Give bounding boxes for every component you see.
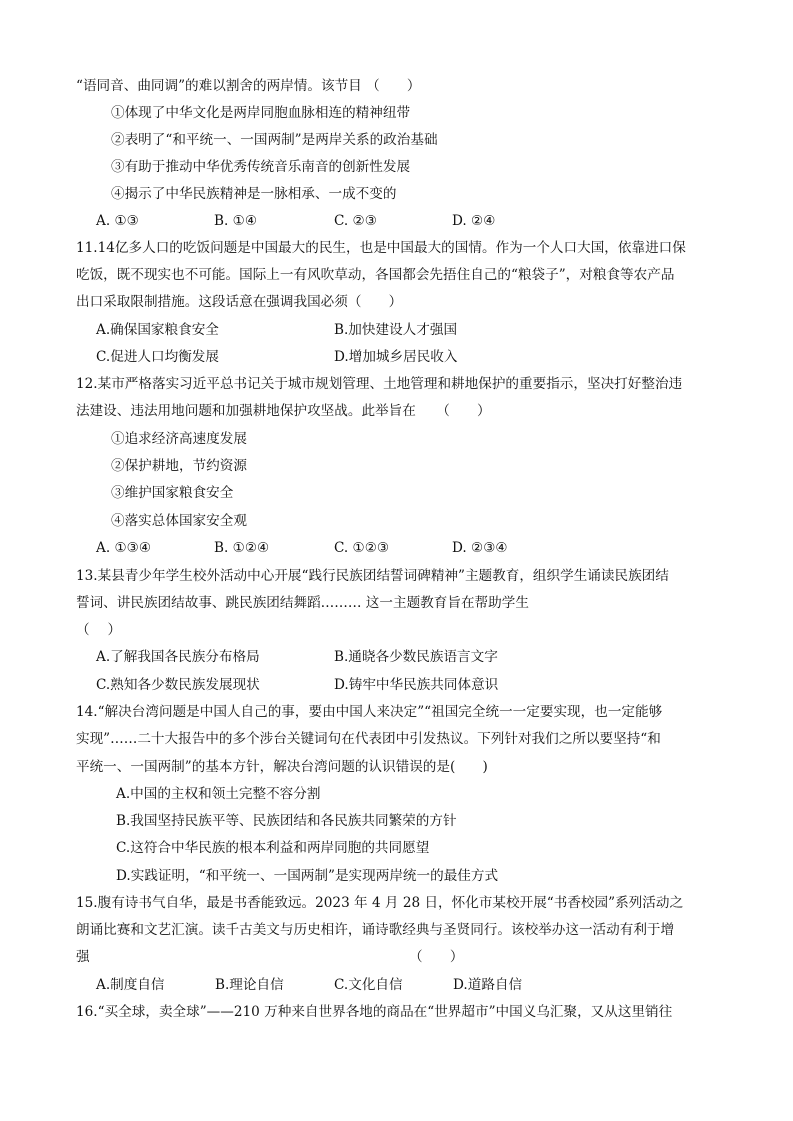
q11-stem-line-1: 11.14亿多人口的吃饭问题是中国最大的民生，也是中国最大的国情。作为一个人口大国，依靠进口保 [76,240,686,256]
q14-option-c[interactable]: C.这符合中华民族的根本利益和两岸同胞的共同愿望 [116,840,430,856]
q15-stem-line-3: 强 （ ） [76,949,464,965]
q13-option-c[interactable]: C.熟知各少数民族发展现状 [96,677,260,693]
q13-answer-blank: （ ） [76,622,122,638]
q15-stem-line-1: 15.腹有诗书气自华，最是书香能致远。2023 年 4 月 28 日，怀化市某校开展“书香校园”系列活动之 [76,895,684,911]
q10-option-a[interactable]: A. ①③ [96,213,139,229]
q12-item-1: ①追求经济高速度发展 [111,431,247,447]
q12-option-b[interactable]: B. ①②④ [214,540,270,556]
q12-item-2: ②保护耕地，节约资源 [111,458,247,474]
q12-item-3: ③维护国家粮食安全 [111,485,234,501]
q11-option-b[interactable]: B.加快建设人才强国 [334,322,458,338]
q15-stem-line-2: 朗诵比赛和文艺汇演。读千古美文与历史相许，诵诗歌经典与圣贤同行。该校举办这一活动有利于增 [76,922,675,938]
q11-stem-line-2: 吃饭，既不现实也不可能。国际上一有风吹草动，各国都会先捂住自己的“粮袋子”，对粮食等农产品 [76,267,675,283]
q11-stem-line-3: 出口采取限制措施。这段话意在强调我国必须（ ） [76,294,403,310]
q13-stem-line-2: 誓词、讲民族团结故事、跳民族团结舞蹈……… 这一主题教育旨在帮助学生 [76,595,529,611]
q12-option-a[interactable]: A. ①③④ [96,540,152,556]
q15-option-d[interactable]: D.道路自信 [453,977,523,993]
q10-item-4: ④揭示了中华民族精神是一脉相承、一成不变的 [111,186,397,202]
q10-stem-tail: “语同音、曲同调”的难以割舍的两岸情。该节目 （ ） [76,78,421,94]
q14-stem-line-2: 实现”……二十大报告中的多个涉台关键词句在代表团中引发热议。下列针对我们之所以要坚持“和 [76,731,661,747]
q14-stem-line-1: 14.“解决台湾问题是中国人自己的事，要由中国人来决定”“祖国完全统一一定要实现，也一定能够 [76,704,663,720]
q16-stem-line-1: 16.“买全球，卖全球”——210 万种来自世界各地的商品在“世界超市”中国义乌汇聚，又从这里销往 [76,1004,673,1020]
q13-option-d[interactable]: D.铸牢中华民族共同体意识 [334,677,499,693]
q13-option-a[interactable]: A.了解我国各民族分布格局 [96,649,260,665]
q12-stem-line-1: 12.某市严格落实习近平总书记关于城市规划管理、土地管理和耕地保护的重要指示，坚决打好整治违 [76,376,683,392]
q12-options [96,538,696,558]
q12-stem-line-2: 法建设、违法用地问题和加强耕地保护攻坚战。此举旨在 （ ） [76,403,491,419]
q13-option-b[interactable]: B.通晓各少数民族语言文字 [334,649,498,665]
q10-item-1: ①体现了中华文化是两岸同胞血脉相连的精神纽带 [111,105,411,121]
q10-option-d[interactable]: D. ②④ [452,213,496,229]
q14-option-b[interactable]: B.我国坚持民族平等、民族团结和各民族共同繁荣的方针 [116,813,457,829]
q10-item-2: ②表明了“和平统一、一国两制”是两岸关系的政治基础 [111,132,438,148]
q14-option-a[interactable]: A.中国的主权和领土完整不容分割 [116,786,321,802]
q14-stem-line-3: 平统一、一国两制”的基本方针，解决台湾问题的认识错误的是( ) [76,759,488,775]
q12-option-d[interactable]: D. ②③④ [452,540,508,556]
q12-item-4: ④落实总体国家安全观 [111,513,247,529]
q11-option-c[interactable]: C.促进人口均衡发展 [96,349,219,365]
q15-option-a[interactable]: A.制度自信 [96,977,165,993]
q10-option-c[interactable]: C. ②③ [334,213,377,229]
q11-option-a[interactable]: A.确保国家粮食安全 [96,322,219,338]
q12-option-c[interactable]: C. ①②③ [334,540,390,556]
q15-option-c[interactable]: C.文化自信 [334,977,403,993]
q14-option-d[interactable]: D.实践证明，“和平统一、一国两制”是实现两岸统一的最佳方式 [116,868,499,884]
q11-option-d[interactable]: D.增加城乡居民收入 [334,349,458,365]
q10-options [96,211,696,231]
q15-option-b[interactable]: B.理论自信 [215,977,284,993]
q13-stem-line-1: 13.某县青少年学生校外活动中心开展“践行民族团结誓词碑精神”主题教育，组织学生诵读民族团结 [76,568,669,584]
q10-option-b[interactable]: B. ①④ [214,213,258,229]
q10-item-3: ③有助于推动中华优秀传统音乐南音的创新性发展 [111,159,411,175]
